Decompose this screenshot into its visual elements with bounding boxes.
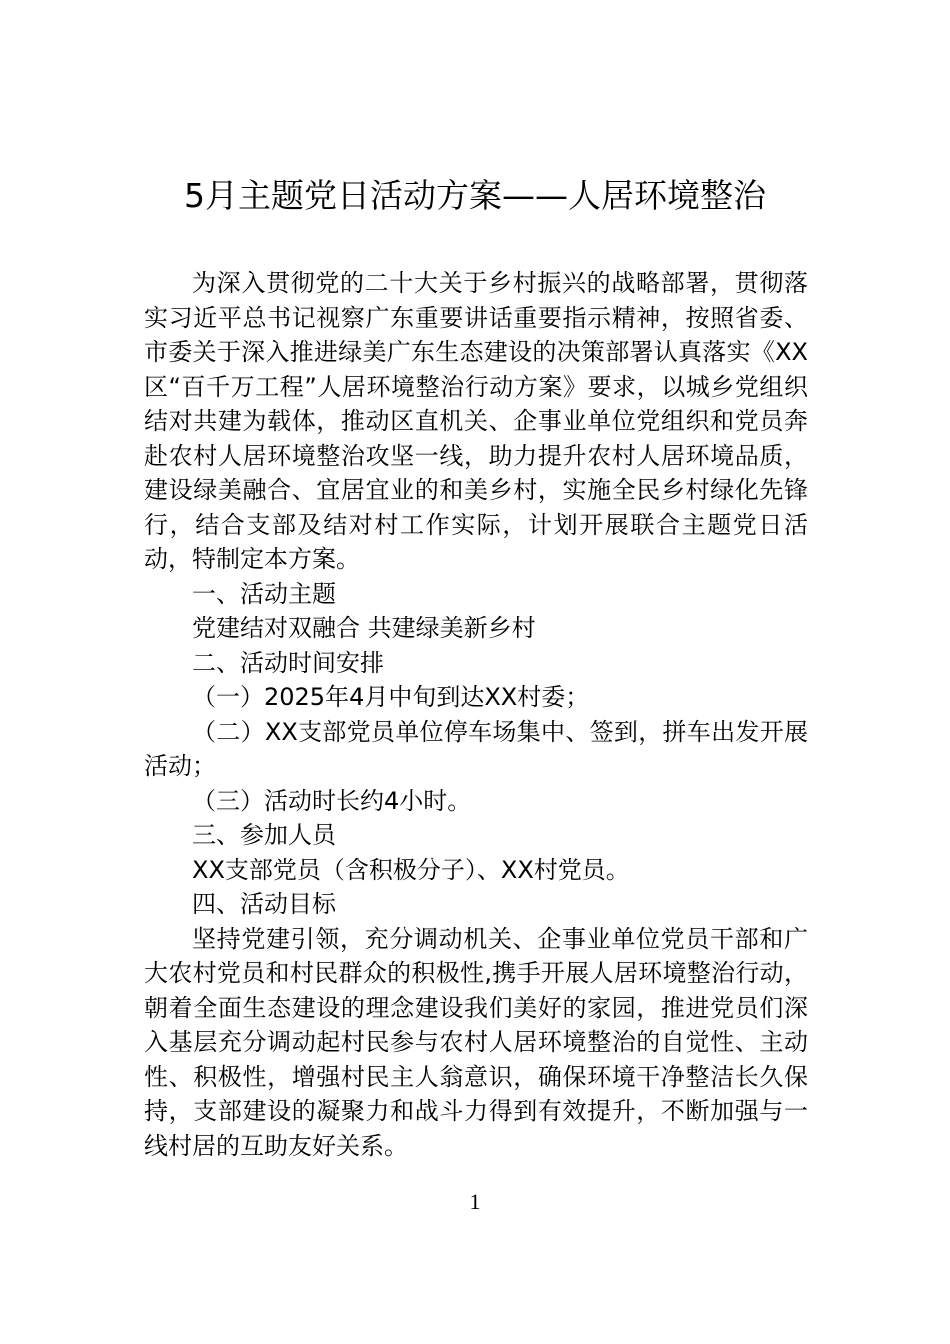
theme-text: 党建结对双融合 共建绿美新乡村: [192, 614, 536, 642]
schedule-item-1: （一）2025年4月中旬到达XX村委；: [192, 683, 590, 711]
intro-paragraph: 为深入贯彻党的二十大关于乡村振兴的战略部署，贯彻落实习近平总书记视察广东重要讲话重要指示精神，按照省委、市委关于深入推进绿美广东生态建设的决策部署认真落实《XX区“百千万工程”人居环境整治行动方案》要求，以城乡党组织结对共建为载体，推动区直机关、企事业单位党组织和党员奔赴农村人居环境整治攻坚一线，助力提升农村人居环境品质，建设绿美融合、宜居宜业的和美乡村，实施全民乡村绿化先锋行，结合支部及结对村工作实际，计划开展联合主题党日活动，特制定本方案。: [144, 269, 808, 573]
schedule-item-2: （二）XX支部党员单位停车场集中、签到，拼车出发开展活动；: [144, 717, 808, 780]
section-heading-participants: 三、参加人员: [192, 821, 336, 849]
section-heading-theme: 一、活动主题: [192, 579, 336, 608]
participants-text: XX支部党员（含积极分子）、XX村党员。: [192, 855, 630, 884]
section-heading-goals: 四、活动目标: [192, 890, 336, 918]
goals-paragraph: 坚持党建引领，充分调动机关、企事业单位党员干部和广大农村党员和村民群众的积极性,携手开展人居环境整治行动，朝着全面生态建设的理念建设我们美好的家园，推进党员们深入基层充分调动起村民参与农村人居环境整治的自觉性、主动性、积极性，增强村民主人翁意识，确保环境干净整洁长久保持，支部建设的凝聚力和战斗力得到有效提升，不断加强与一线村居的互助友好关系。: [144, 924, 808, 1160]
schedule-item-3: （三）活动时长约4小时。: [192, 786, 472, 815]
section-heading-schedule: 二、活动时间安排: [192, 648, 384, 677]
document-body: [144, 266, 808, 1163]
document-title: 5月主题党日活动方案——人居环境整治: [184, 176, 766, 215]
page-number: 1: [469, 1189, 481, 1214]
